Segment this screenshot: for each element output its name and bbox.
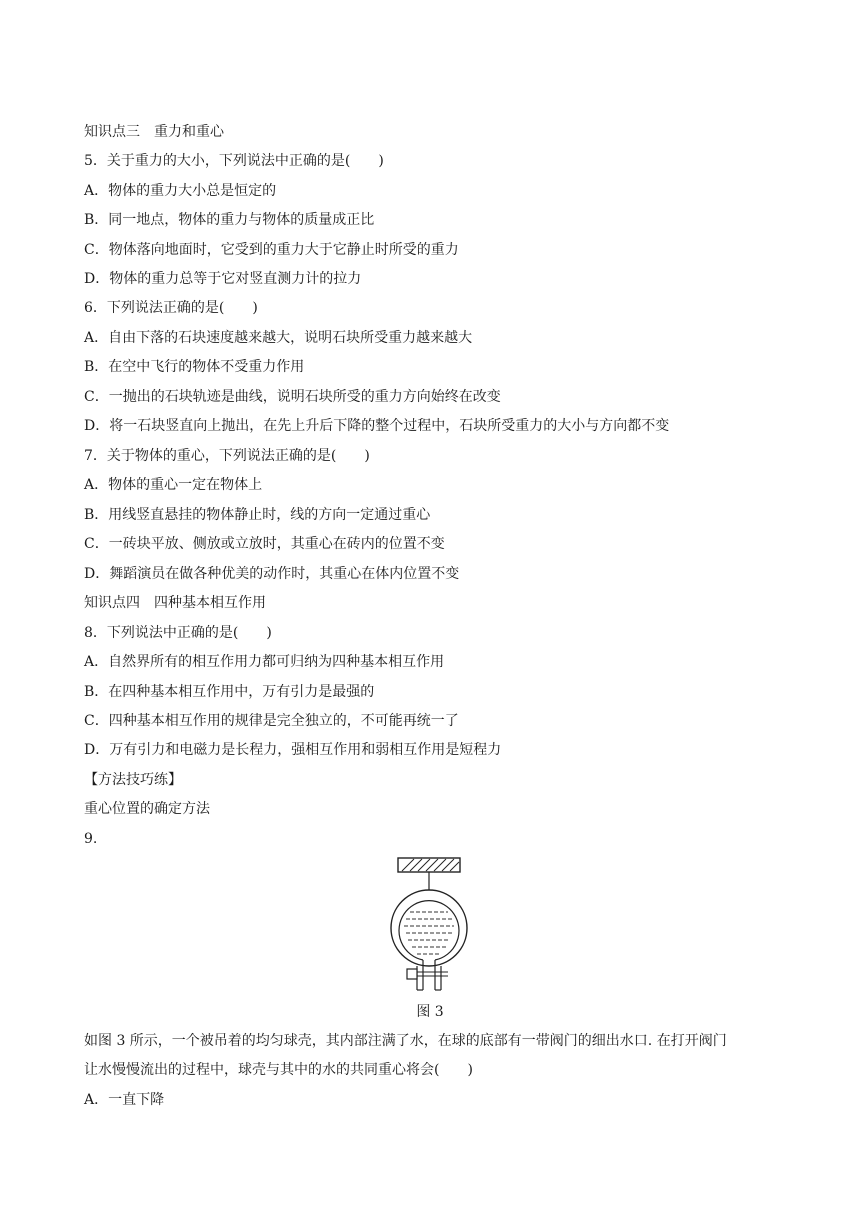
ceiling-hatch bbox=[398, 858, 460, 872]
section-heading-4: 知识点四 四种基本相互作用 bbox=[84, 595, 266, 611]
method-subheading: 重心位置的确定方法 bbox=[84, 801, 210, 817]
question-7: 7．关于物体的重心，下列说法正确的是( ) bbox=[84, 448, 370, 464]
option-8b: B．在四种基本相互作用中，万有引力是最强的 bbox=[84, 684, 375, 700]
option-8c: C．四种基本相互作用的规律是完全独立的，不可能再统一了 bbox=[84, 713, 459, 729]
option-7a: A．物体的重心一定在物体上 bbox=[84, 477, 263, 493]
option-7b: B．用线竖直悬挂的物体静止时，线的方向一定通过重心 bbox=[84, 507, 431, 523]
option-5b: B．同一地点，物体的重力与物体的质量成正比 bbox=[84, 212, 375, 228]
inner-shell bbox=[399, 901, 459, 960]
option-6a: A．自由下落的石块速度越来越大，说明石块所受重力越来越大 bbox=[84, 330, 473, 346]
option-7c: C．一砖块平放、侧放或立放时，其重心在砖内的位置不变 bbox=[84, 536, 445, 552]
question-9-text-line2: 让水慢慢流出的过程中，球壳与其中的水的共同重心将会( ) bbox=[84, 1062, 473, 1078]
option-5d: D．物体的重力总等于它对竖直测力计的拉力 bbox=[84, 271, 362, 287]
option-6b: B．在空中飞行的物体不受重力作用 bbox=[84, 359, 305, 375]
suspended-sphere-figure bbox=[390, 856, 470, 996]
question-8: 8．下列说法中正确的是( ) bbox=[84, 625, 272, 641]
option-7d: D．舞蹈演员在做各种优美的动作时，其重心在体内位置不变 bbox=[84, 566, 460, 582]
question-9-number: 9. bbox=[84, 831, 98, 847]
option-5a: A．物体的重力大小总是恒定的 bbox=[84, 183, 277, 199]
outer-shell bbox=[391, 890, 467, 966]
option-9a: A．一直下降 bbox=[84, 1092, 165, 1108]
figure-caption: 图 3 bbox=[416, 1004, 444, 1020]
method-heading: 【方法技巧练】 bbox=[84, 772, 182, 788]
valve bbox=[407, 969, 448, 979]
option-8a: A．自然界所有的相互作用力都可归纳为四种基本相互作用 bbox=[84, 654, 445, 670]
water-lines bbox=[404, 912, 454, 954]
option-5c: C．物体落向地面时，它受到的重力大于它静止时所受的重力 bbox=[84, 242, 459, 258]
question-6: 6．下列说法正确的是( ) bbox=[84, 300, 258, 316]
option-6c: C．一抛出的石块轨迹是曲线，说明石块所受的重力方向始终在改变 bbox=[84, 389, 501, 405]
option-8d: D．万有引力和电磁力是长程力，强相互作用和弱相互作用是短程力 bbox=[84, 742, 502, 758]
question-5: 5．关于重力的大小，下列说法中正确的是( ) bbox=[84, 153, 384, 169]
option-6d: D．将一石块竖直向上抛出，在先上升后下降的整个过程中，石块所受重力的大小与方向都不变 bbox=[84, 418, 670, 434]
question-9-text-line1: 如图 3 所示，一个被吊着的均匀球壳，其内部注满了水，在球的底部有一带阀门的细出水口. 在打开阀门 bbox=[84, 1033, 727, 1049]
section-heading-3: 知识点三 重力和重心 bbox=[84, 124, 224, 140]
